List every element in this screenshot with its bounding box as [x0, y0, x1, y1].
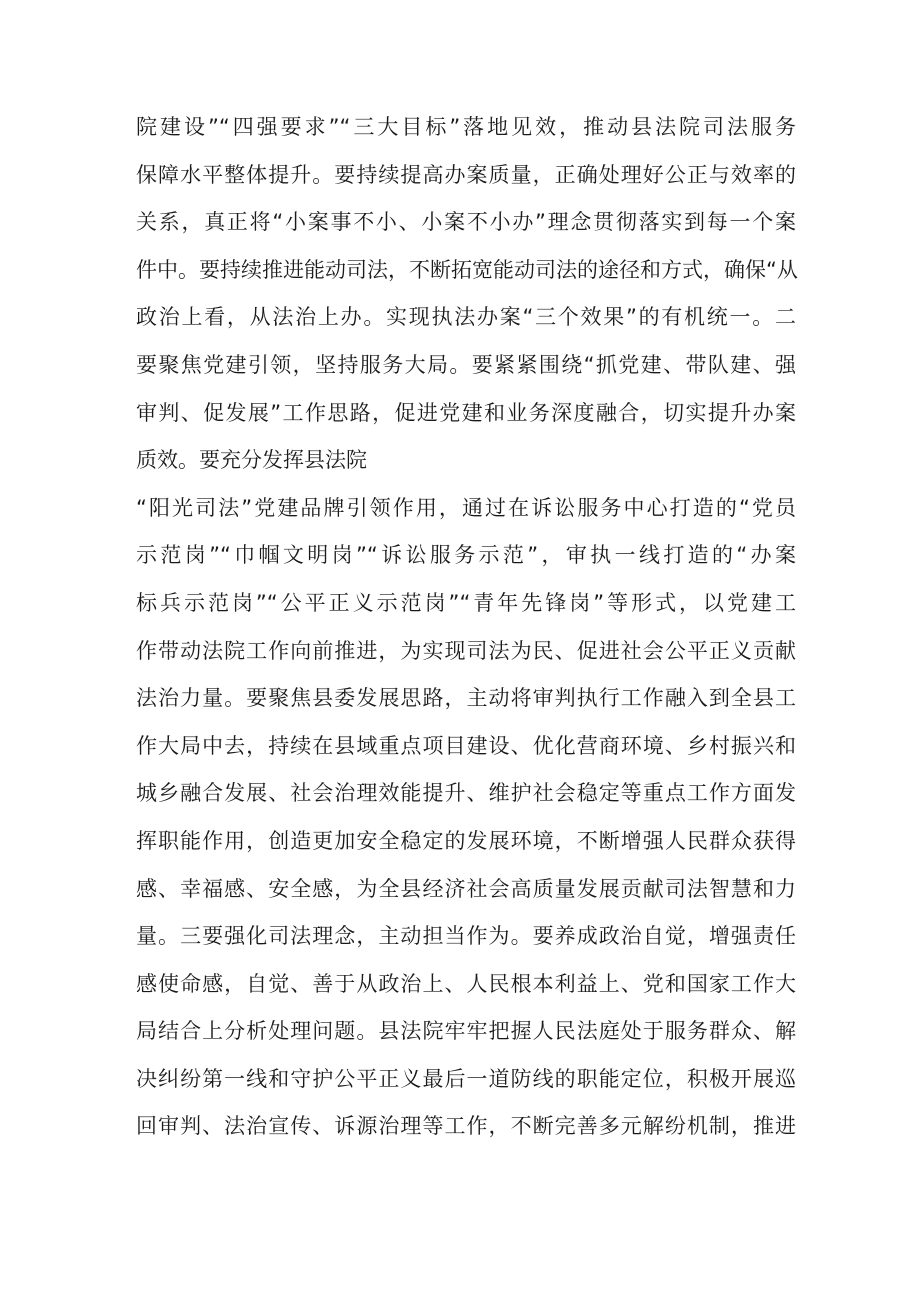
text-line: 保障水平整体提升。要持续提高办案质量，正确处理好公正与效率的	[136, 162, 796, 187]
text-line: 作大局中去，持续在县域重点项目建设、优化营商环境、乡村振兴和	[136, 733, 796, 758]
text-line: 院建设”“四强要求”“三大目标”落地见效，推动县法院司法服务	[136, 115, 796, 139]
text-line: 法治力量。要聚焦县委发展思路，主动将审判执行工作融入到全县工	[136, 686, 796, 711]
text-line: 审判、促发展”工作思路，促进党建和业务深度融合，切实提升办案	[136, 400, 796, 425]
text-line: 件中。要持续推进能动司法，不断拓宽能动司法的途径和方式，确保“从	[136, 257, 798, 282]
text-line: 局结合上分析处理问题。县法院牢牢把握人民法庭处于服务群众、解	[136, 1019, 796, 1044]
text-line: 回审判、法治宣传、诉源治理等工作，不断完善多元解纷机制，推进	[136, 1114, 796, 1139]
text-line: 关系，真正将“小案事不小、小案不小办”理念贯彻落实到每一个案	[136, 210, 796, 235]
text-line: 挥职能作用，创造更加安全稳定的发展环境，不断增强人民群众获得	[136, 828, 796, 853]
text-line: 示范岗”“巾帼文明岗”“诉讼服务示范”，审执一线打造的“办案	[136, 543, 796, 568]
text-line: 感使命感，自觉、善于从政治上、人民根本利益上、党和国家工作大	[136, 971, 796, 996]
text-line: 要聚焦党建引领，坚持服务大局。要紧紧围绕“抓党建、带队建、强	[136, 352, 796, 377]
text-line: 政治上看，从法治上办。实现执法办案“三个效果”的有机统一。二	[136, 305, 796, 330]
body-text	[136, 104, 796, 1151]
text-line: “阳光司法”党建品牌引领作用，通过在诉讼服务中心打造的“党员	[136, 495, 796, 520]
text-line: 感、幸福感、安全感，为全县经济社会高质量发展贡献司法智慧和力	[136, 876, 796, 901]
text-line: 标兵示范岗”“公平正义示范岗”“青年先锋岗”等形式，以党建工	[136, 590, 796, 615]
text-line: 量。三要强化司法理念，主动担当作为。要养成政治自觉，增强责任	[136, 924, 796, 949]
text-line: 城乡融合发展、社会治理效能提升、维护社会稳定等重点工作方面发	[136, 781, 796, 806]
text-line: 作带动法院工作向前推进，为实现司法为民、促进社会公平正义贡献	[136, 638, 796, 663]
text-line: 质效。要充分发挥县法院	[136, 448, 367, 473]
text-line: 决纠纷第一线和守护公平正义最后一道防线的职能定位，积极开展巡	[136, 1066, 796, 1091]
